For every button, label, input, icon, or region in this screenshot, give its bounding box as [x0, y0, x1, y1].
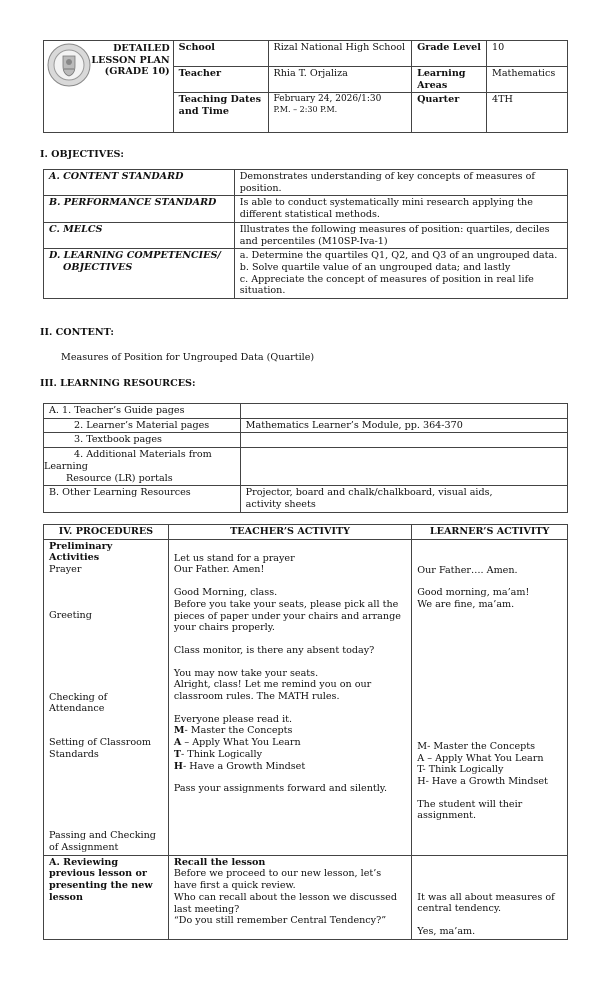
quarter-value: 4TH: [487, 93, 568, 133]
performance-standard-value: Is able to conduct systematically mini research applying the different statistical methods.: [234, 196, 567, 222]
preliminary-col1: [44, 539, 169, 855]
rule-a: [174, 737, 406, 749]
rules-learner-3: T- Think Logically: [417, 764, 504, 776]
competency-c: c. Appreciate the concept of measures of position in real life situation.: [239, 273, 534, 297]
dates-value: [268, 93, 412, 133]
resources-table: [43, 403, 568, 513]
procedures-table: [43, 524, 568, 940]
textbook-label: 3. Textbook pages: [44, 433, 241, 448]
teachers-guide-label: A. 1. Teacher’s Guide pages: [44, 404, 241, 419]
plan-title-line3: (GRADE 10): [104, 66, 170, 78]
other-resources-line1: Projector, board and chalk/chalkboard, visual aids,: [245, 487, 493, 499]
learners-material-label: 2. Learner’s Material pages: [44, 418, 241, 433]
review-learner-1: It was all about measures of central tendency.: [417, 891, 555, 915]
other-resources-label: B. Other Learning Resources: [44, 486, 241, 512]
objectives-table: [43, 169, 568, 299]
assignment-label-line2: of Assignment: [49, 842, 119, 854]
deped-seal-logo: [47, 43, 91, 87]
standards-teacher-2: Alright, class! Let me remind you on our classroom rules. The MATH rules.: [173, 679, 372, 703]
standards-teacher-1: You may now take your seats.: [173, 667, 319, 679]
textbook-value: [240, 433, 567, 448]
rule-t-text: - Think Logically: [181, 748, 262, 760]
other-resources-value: [240, 486, 567, 512]
rules-learner-1: M- Master the Concepts: [417, 740, 536, 752]
quarter-label: Quarter: [412, 93, 487, 133]
content-standard-value: Demonstrates understanding of key concepts of measures of position.: [234, 170, 567, 196]
greeting-label: Greeting: [49, 609, 92, 621]
content-heading: II. CONTENT:: [40, 327, 114, 338]
header-table: [43, 40, 568, 133]
teacher-label: Teacher: [173, 67, 268, 93]
competency-a: a. Determine the quartiles Q1, Q2, and Q3 of an ungrouped data.: [239, 250, 558, 262]
standards-label: Setting of Classroom Standards: [49, 736, 151, 760]
rule-h-letter: H: [173, 760, 183, 772]
school-label: School: [173, 41, 268, 67]
other-resources-line2: activity sheets: [245, 498, 316, 510]
rule-h: [174, 761, 406, 773]
melcs-label: C. MELCS: [44, 222, 235, 248]
rules-learner-4: H- Have a Growth Mindset: [417, 775, 548, 787]
procedures-header: IV. PROCEDURES: [44, 525, 169, 540]
review-row: [44, 855, 568, 939]
rule-m: [174, 725, 406, 737]
learners-material-value: Mathematics Learner’s Module, pp. 364-370: [240, 418, 567, 433]
plan-title-line2: LESSON PLAN: [91, 54, 170, 66]
greeting-teacher-2: Before you take your seats, please pick all the pieces of paper under your chairs and arrange your chairs properly.: [173, 598, 401, 634]
greeting-teacher-1: Good Morning, class.: [173, 587, 278, 599]
school-value: Rizal National High School: [268, 41, 412, 67]
rule-h-text: - Have a Growth Mindset: [182, 760, 306, 772]
learning-areas-value: Mathematics: [487, 67, 568, 93]
additional-materials-value: [240, 448, 567, 486]
rules-intro: Everyone please read it.: [173, 713, 293, 725]
preliminary-row: [44, 539, 568, 855]
performance-standard-label: B. PERFORMANCE STANDARD: [44, 196, 235, 222]
grade-label: Grade Level: [412, 41, 487, 67]
prayer-teacher-1: Let us stand for a prayer: [173, 552, 295, 564]
learning-areas-label: Learning Areas: [412, 67, 487, 93]
rule-m-text: - Master the Concepts: [184, 725, 293, 737]
review-title: Recall the lesson: [173, 856, 266, 868]
dates-value-line1: February 24, 2026/1:30: [273, 94, 382, 105]
content-text: Measures of Position for Ungrouped Data (Quartile): [61, 352, 315, 363]
melcs-value: Illustrates the following measures of position: quartiles, deciles and percentiles (M10SP-Iva-1): [234, 222, 567, 248]
review-teacher-1: Before we proceed to our new lesson, let’s have first a quick review.: [173, 868, 382, 892]
rule-a-letter: A: [173, 737, 182, 749]
teacher-activity-header: TEACHER’S ACTIVITY: [168, 525, 411, 540]
header-logo-cell: [44, 41, 174, 133]
teacher-value: Rhia T. Orjaliza: [268, 67, 412, 93]
grade-value: 10: [487, 41, 568, 67]
competencies-value: [234, 249, 567, 299]
greeting-learner-2: We are fine, ma’am.: [417, 599, 515, 611]
rule-m-letter: M: [173, 725, 185, 737]
competencies-label-line1: D. LEARNING COMPETENCIES/: [49, 250, 221, 262]
dates-value-line2: P.M. – 2:30 P.M.: [273, 105, 338, 115]
prayer-teacher-2: Our Father. Amen!: [173, 564, 265, 576]
additional-materials-label: [44, 448, 241, 486]
additional-line3: Resource (LR) portals: [66, 472, 173, 484]
review-learner-2: Yes, ma’am.: [417, 926, 476, 938]
content-standard-label: A. CONTENT STANDARD: [44, 170, 235, 196]
rule-t-letter: T: [173, 748, 181, 760]
preliminary-label: Preliminary Activities: [49, 540, 113, 564]
assignment-teacher: Pass your assignments forward and silently.: [173, 783, 387, 795]
rule-t: [174, 749, 406, 761]
rules-learner-2: A – Apply What You Learn: [417, 752, 544, 764]
objectives-heading: I. OBJECTIVES:: [40, 149, 124, 160]
assignment-learner: The student will their assignment.: [417, 798, 523, 822]
competency-b: b. Solve quartile value of an ungrouped data; and lastly: [239, 261, 511, 273]
competencies-label-line2: OBJECTIVES: [63, 261, 133, 273]
review-teacher-2: Who can recall about the lesson we discussed last meeting?: [173, 891, 397, 915]
plan-title-line1: DETAILED: [113, 43, 170, 54]
preliminary-teacher: [168, 539, 411, 855]
preliminary-learner: [412, 539, 568, 855]
additional-line2: Learning: [44, 460, 88, 472]
rule-a-text: – Apply What You Learn: [181, 737, 301, 749]
review-learner: [412, 855, 568, 939]
greeting-learner-1: Good morning, ma’am!: [417, 587, 530, 599]
prayer-learner: Our Father…. Amen.: [417, 564, 518, 576]
review-label: A. Reviewing previous lesson or presenting the new lesson: [44, 855, 169, 939]
assignment-label-line1: Passing and Checking: [49, 830, 156, 842]
learner-activity-header: LEARNER’S ACTIVITY: [412, 525, 568, 540]
review-teacher: [168, 855, 411, 939]
prayer-label: Prayer: [49, 564, 82, 576]
teachers-guide-value: [240, 404, 567, 419]
additional-line1: 4. Additional Materials from: [74, 449, 212, 461]
dates-label: Teaching Dates and Time: [173, 93, 268, 133]
competencies-label: [44, 249, 235, 299]
review-teacher-3: “Do you still remember Central Tendency?”: [173, 915, 387, 927]
attendance-teacher: Class monitor, is there any absent today?: [173, 644, 375, 656]
attendance-label: Checking of Attendance: [49, 691, 108, 715]
resources-heading: III. LEARNING RESOURCES:: [40, 378, 196, 389]
